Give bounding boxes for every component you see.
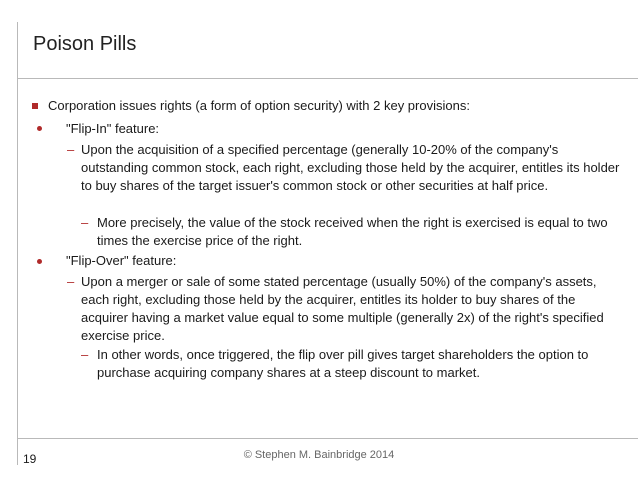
- page-number: 19: [23, 452, 37, 466]
- copyright-notice: © Stephen M. Bainbridge 2014: [243, 449, 395, 461]
- flip-in-detail: More precisely, the value of the stock received when the right is exercised is equal to two times the exercise price of the right.: [97, 215, 608, 248]
- flip-in-label: "Flip-In" feature:: [66, 121, 160, 136]
- dash-bullet-icon: –: [81, 215, 89, 230]
- round-bullet-icon: [37, 126, 42, 131]
- dash-bullet-icon: –: [67, 142, 75, 157]
- footer-divider: [17, 438, 638, 439]
- dash-bullet-icon: –: [81, 347, 89, 362]
- dash-bullet-icon: –: [67, 274, 75, 289]
- flip-over-label: "Flip-Over" feature:: [66, 253, 177, 268]
- intro-text: Corporation issues rights (a form of option security) with 2 key provisions:: [48, 98, 470, 113]
- square-bullet-icon: [32, 103, 38, 109]
- flip-in-description: Upon the acquisition of a specified percentage (generally 10-20% of the company's outstanding common stock, each right, excluding those held by the acquirer, entitles its holder to buy shares of the target issuer's common stock or other securities at half price.: [81, 142, 620, 193]
- flip-over-detail: In other words, once triggered, the flip over pill gives target shareholders the option to purchase acquiring company shares at a steep discount to market.: [97, 347, 589, 380]
- left-vertical-rule: [17, 22, 18, 465]
- slide-title: Poison Pills: [33, 33, 137, 55]
- flip-over-description: Upon a merger or sale of some stated percentage (usually 50%) of the company's assets, each right, excluding those held by the acquirer, entitles its holder to buy shares of the acquirer having a market value equal to some multiple (generally 2x) of the right's specified exercise price.: [81, 274, 604, 343]
- title-divider: [17, 78, 638, 79]
- round-bullet-icon: [37, 259, 42, 264]
